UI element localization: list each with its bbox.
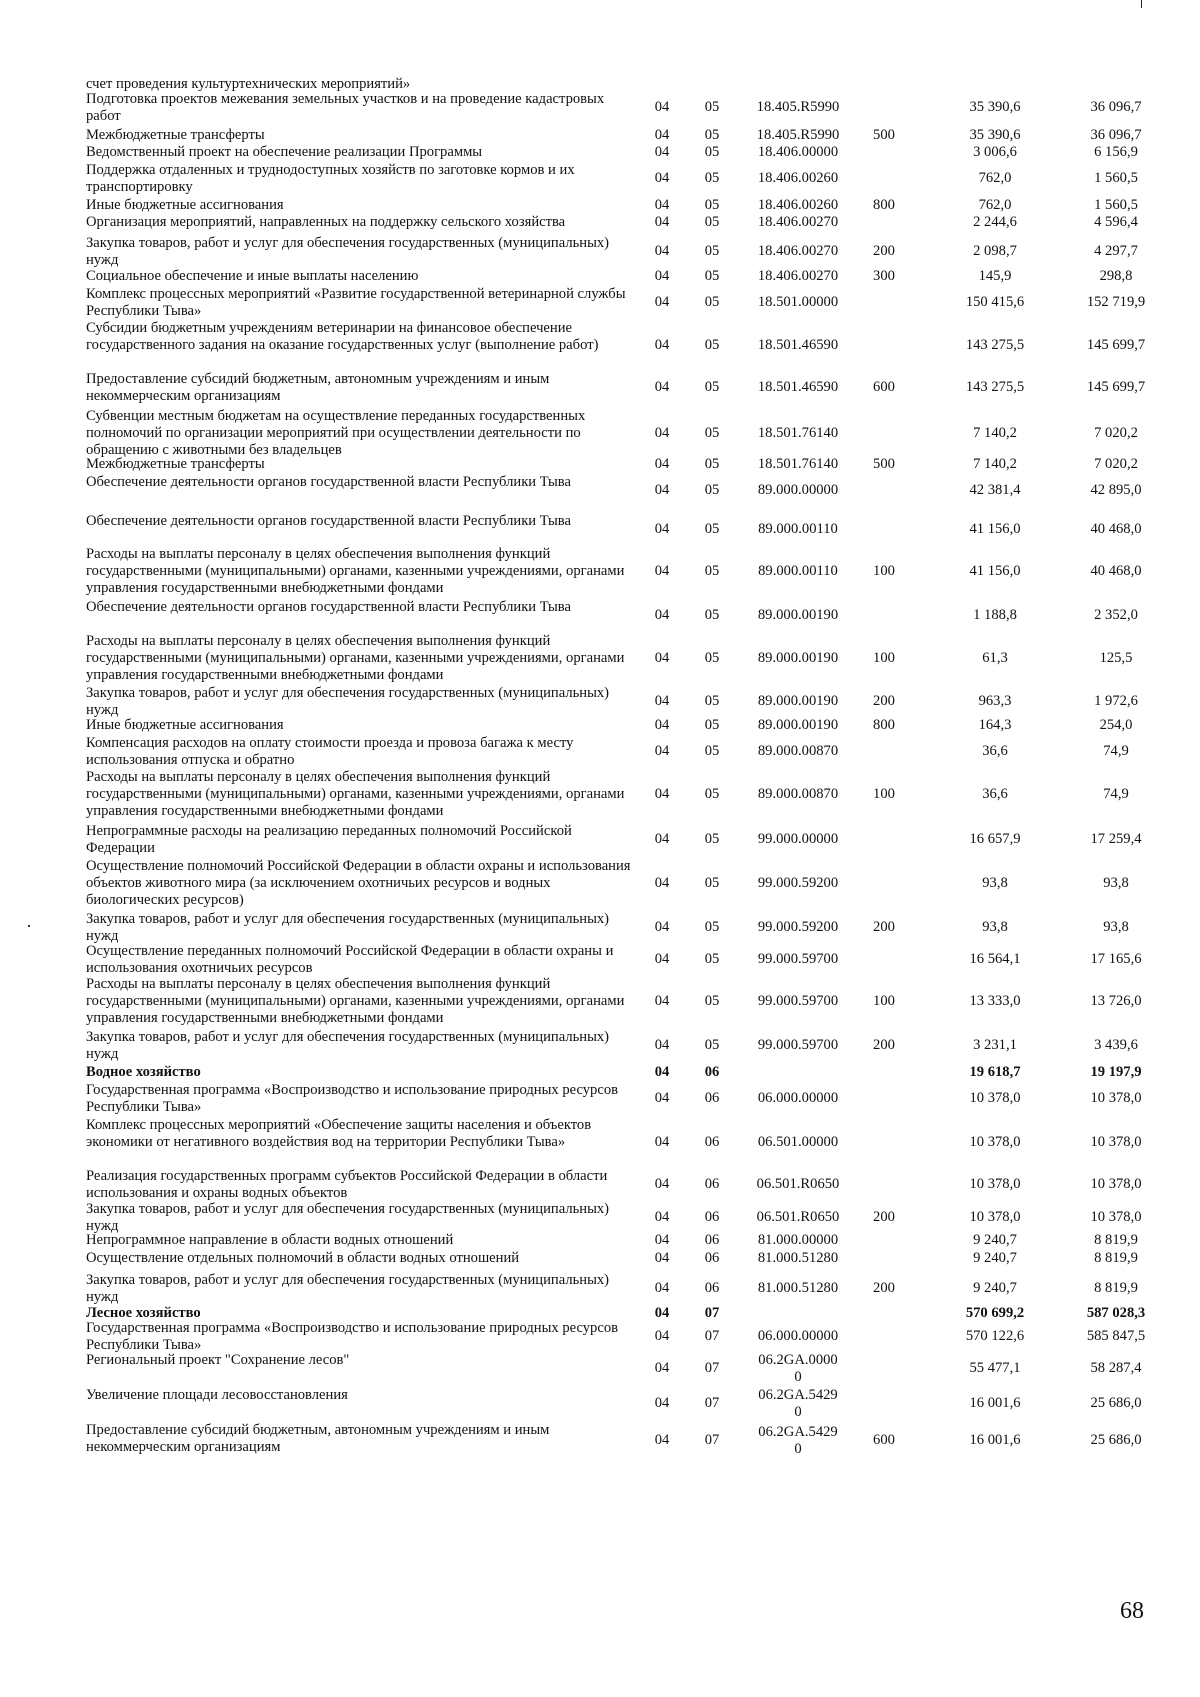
row-name: Расходы на выплаты персоналу в целях обеспечения выполнения функций государственными (муниципальными) органами, казенными учреждениями, органами управления государственными внебюджетными фондами xyxy=(86,633,625,683)
amount-year-1: 10 378,0 xyxy=(969,1209,1021,1225)
section-code: 04 xyxy=(654,1037,670,1053)
section-code: 04 xyxy=(654,1250,670,1266)
amount-year-2: 93,8 xyxy=(1103,875,1129,891)
amount-year-1: 10 378,0 xyxy=(969,1176,1021,1192)
amount-year-2: 152 719,9 xyxy=(1086,294,1146,310)
amount-year-2: 145 699,7 xyxy=(1086,337,1146,353)
amount-year-1: 16 564,1 xyxy=(969,951,1021,967)
subsection-code: 05 xyxy=(704,482,720,498)
section-code: 04 xyxy=(654,1305,670,1321)
amount-year-1: 36,6 xyxy=(982,743,1008,759)
amount-year-1: 145,9 xyxy=(978,268,1012,284)
section-code: 04 xyxy=(654,337,670,353)
row-name: Закупка товаров, работ и услуг для обеспечения государственных (муниципальных) нужд xyxy=(86,1029,610,1062)
section-code: 04 xyxy=(654,294,670,310)
row-name: Межбюджетные трансферты xyxy=(86,456,265,472)
amount-year-2: 4 596,4 xyxy=(1094,214,1138,230)
target-code: 18.406.00270 xyxy=(757,268,839,284)
amount-year-2: 42 895,0 xyxy=(1090,482,1142,498)
row-name: Межбюджетные трансферты xyxy=(86,127,265,143)
target-code: 06.2GA.0000 0 xyxy=(758,1352,838,1385)
amount-year-2: 254,0 xyxy=(1099,717,1133,733)
row-name: Водное хозяйство xyxy=(86,1064,201,1080)
target-code: 18.406.00000 xyxy=(757,144,839,160)
subsection-code: 05 xyxy=(704,456,720,472)
target-code: 18.406.00260 xyxy=(757,197,839,213)
subsection-code: 05 xyxy=(704,786,720,802)
amount-year-2: 4 297,7 xyxy=(1094,243,1138,259)
subsection-code: 05 xyxy=(704,337,720,353)
amount-year-1: 93,8 xyxy=(982,875,1008,891)
section-code: 04 xyxy=(654,144,670,160)
amount-year-1: 42 381,4 xyxy=(969,482,1021,498)
amount-year-2: 10 378,0 xyxy=(1090,1209,1142,1225)
amount-year-2: 145 699,7 xyxy=(1086,379,1146,395)
subsection-code: 05 xyxy=(704,379,720,395)
scan-mark xyxy=(1141,0,1142,8)
amount-year-1: 570 122,6 xyxy=(965,1328,1025,1344)
amount-year-2: 74,9 xyxy=(1103,786,1129,802)
target-code: 89.000.00190 xyxy=(757,607,839,623)
section-code: 04 xyxy=(654,693,670,709)
section-code: 04 xyxy=(654,1360,670,1376)
amount-year-2: 6 156,9 xyxy=(1094,144,1138,160)
expense-type-code: 200 xyxy=(873,1037,895,1053)
section-code: 04 xyxy=(654,425,670,441)
row-name: Ведомственный проект на обеспечение реализации Программы xyxy=(86,144,483,160)
expense-type-code: 800 xyxy=(873,717,895,733)
expense-type-code: 100 xyxy=(873,650,895,666)
amount-year-2: 17 165,6 xyxy=(1090,951,1142,967)
target-code: 89.000.00870 xyxy=(757,743,839,759)
target-code: 89.000.00110 xyxy=(758,521,838,537)
expense-type-code: 200 xyxy=(873,919,895,935)
amount-year-1: 2 244,6 xyxy=(973,214,1017,230)
row-name: Осуществление полномочий Российской Федерации в области охраны и использования объектов животного мира (за исключением охотничьих ресурсов и водных биологических ресурсов) xyxy=(86,858,631,908)
expense-type-code: 100 xyxy=(873,993,895,1009)
expense-type-code: 200 xyxy=(873,693,895,709)
section-code: 04 xyxy=(654,170,670,186)
amount-year-2: 10 378,0 xyxy=(1090,1134,1142,1150)
row-name: Закупка товаров, работ и услуг для обеспечения государственных (муниципальных) нужд xyxy=(86,1272,610,1305)
target-code: 89.000.00190 xyxy=(757,693,839,709)
amount-year-1: 10 378,0 xyxy=(969,1134,1021,1150)
section-code: 04 xyxy=(654,1209,670,1225)
amount-year-1: 762,0 xyxy=(978,170,1012,186)
row-name: Закупка товаров, работ и услуг для обеспечения государственных (муниципальных) нужд xyxy=(86,911,610,944)
row-name: Непрограммные расходы на реализацию переданных полномочий Российской Федерации xyxy=(86,823,572,856)
section-code: 04 xyxy=(654,831,670,847)
amount-year-1: 7 140,2 xyxy=(973,425,1017,441)
row-name: Социальное обеспечение и иные выплаты населению xyxy=(86,268,419,284)
amount-year-1: 2 098,7 xyxy=(973,243,1017,259)
subsection-code: 05 xyxy=(704,563,720,579)
expense-type-code: 500 xyxy=(873,456,895,472)
target-code: 99.000.59200 xyxy=(757,919,839,935)
target-code: 18.501.00000 xyxy=(757,294,839,310)
subsection-code: 05 xyxy=(704,693,720,709)
amount-year-2: 2 352,0 xyxy=(1094,607,1138,623)
target-code: 89.000.00000 xyxy=(757,482,839,498)
expense-type-code: 100 xyxy=(873,563,895,579)
subsection-code: 06 xyxy=(704,1280,720,1296)
subsection-code: 05 xyxy=(704,919,720,935)
section-code: 04 xyxy=(654,1328,670,1344)
amount-year-2: 7 020,2 xyxy=(1094,456,1138,472)
section-code: 04 xyxy=(654,1134,670,1150)
section-code: 04 xyxy=(654,268,670,284)
expense-type-code: 200 xyxy=(873,1280,895,1296)
subsection-code: 05 xyxy=(704,521,720,537)
subsection-code: 05 xyxy=(704,197,720,213)
subsection-code: 07 xyxy=(704,1360,720,1376)
amount-year-2: 1 972,6 xyxy=(1094,693,1138,709)
subsection-code: 07 xyxy=(704,1305,720,1321)
amount-year-1: 570 699,2 xyxy=(965,1305,1025,1321)
section-code: 04 xyxy=(654,993,670,1009)
row-name: Расходы на выплаты персоналу в целях обеспечения выполнения функций государственными (муниципальными) органами, казенными учреждениями, органами управления государственными внебюджетными фондами xyxy=(86,546,625,596)
section-code: 04 xyxy=(654,456,670,472)
amount-year-1: 16 001,6 xyxy=(969,1432,1021,1448)
row-name: Увеличение площади лесовосстановления xyxy=(86,1387,348,1403)
amount-year-1: 93,8 xyxy=(982,919,1008,935)
amount-year-1: 1 188,8 xyxy=(973,607,1017,623)
subsection-code: 05 xyxy=(704,717,720,733)
subsection-code: 05 xyxy=(704,268,720,284)
expense-type-code: 600 xyxy=(873,379,895,395)
row-name: Расходы на выплаты персоналу в целях обеспечения выполнения функций государственными (муниципальными) органами, казенными учреждениями, органами управления государственными внебюджетными фондами xyxy=(86,769,625,819)
target-code: 89.000.00110 xyxy=(758,563,838,579)
amount-year-2: 13 726,0 xyxy=(1090,993,1142,1009)
target-code: 18.405.R5990 xyxy=(756,99,840,115)
amount-year-2: 3 439,6 xyxy=(1094,1037,1138,1053)
section-code: 04 xyxy=(654,1090,670,1106)
row-name: Обеспечение деятельности органов государственной власти Республики Тыва xyxy=(86,513,571,529)
subsection-code: 07 xyxy=(704,1432,720,1448)
section-code: 04 xyxy=(654,243,670,259)
amount-year-1: 164,3 xyxy=(978,717,1012,733)
section-code: 04 xyxy=(654,521,670,537)
row-name: Государственная программа «Воспроизводство и использование природных ресурсов Республики Тыва» xyxy=(86,1320,619,1353)
amount-year-1: 963,3 xyxy=(978,693,1012,709)
row-name: Непрограммное направление в области водных отношений xyxy=(86,1232,454,1248)
amount-year-2: 8 819,9 xyxy=(1094,1280,1138,1296)
row-name: Подготовка проектов межевания земельных участков и на проведение кадастровых работ xyxy=(86,91,605,124)
section-code: 04 xyxy=(654,919,670,935)
amount-year-2: 93,8 xyxy=(1103,919,1129,935)
row-name: Предоставление субсидий бюджетным, автономным учреждениям и иным некоммерческим организациям xyxy=(86,1422,550,1455)
subsection-code: 05 xyxy=(704,294,720,310)
section-code: 04 xyxy=(654,379,670,395)
section-code: 04 xyxy=(654,607,670,623)
expense-type-code: 500 xyxy=(873,127,895,143)
target-code: 06.2GA.5429 0 xyxy=(758,1424,838,1457)
amount-year-2: 25 686,0 xyxy=(1090,1395,1142,1411)
section-code: 04 xyxy=(654,1064,670,1080)
row-name: Государственная программа «Воспроизводство и использование природных ресурсов Республики Тыва» xyxy=(86,1082,619,1115)
subsection-code: 06 xyxy=(704,1176,720,1192)
amount-year-2: 8 819,9 xyxy=(1094,1250,1138,1266)
subsection-code: 05 xyxy=(704,743,720,759)
amount-year-1: 762,0 xyxy=(978,197,1012,213)
row-name: Лесное хозяйство xyxy=(86,1305,201,1321)
amount-year-1: 16 657,9 xyxy=(969,831,1021,847)
amount-year-2: 8 819,9 xyxy=(1094,1232,1138,1248)
amount-year-2: 1 560,5 xyxy=(1094,197,1138,213)
expense-type-code: 200 xyxy=(873,243,895,259)
row-name: Обеспечение деятельности органов государственной власти Республики Тыва xyxy=(86,599,571,615)
row-name: Комплекс процессных мероприятий «Развитие государственной ветеринарной службы Республики Тыва» xyxy=(86,286,626,319)
section-code: 04 xyxy=(654,875,670,891)
section-code: 04 xyxy=(654,1432,670,1448)
amount-year-2: 125,5 xyxy=(1099,650,1133,666)
amount-year-1: 41 156,0 xyxy=(969,563,1021,579)
section-code: 04 xyxy=(654,1232,670,1248)
section-code: 04 xyxy=(654,99,670,115)
subsection-code: 05 xyxy=(704,243,720,259)
amount-year-2: 58 287,4 xyxy=(1090,1360,1142,1376)
amount-year-2: 1 560,5 xyxy=(1094,170,1138,186)
target-code: 06.000.00000 xyxy=(757,1328,839,1344)
target-code: 99.000.59700 xyxy=(757,1037,839,1053)
target-code: 18.406.00270 xyxy=(757,214,839,230)
expense-type-code: 600 xyxy=(873,1432,895,1448)
section-code: 04 xyxy=(654,650,670,666)
row-name: Обеспечение деятельности органов государственной власти Республики Тыва xyxy=(86,474,571,490)
section-code: 04 xyxy=(654,197,670,213)
target-code: 18.405.R5990 xyxy=(756,127,840,143)
amount-year-1: 13 333,0 xyxy=(969,993,1021,1009)
section-code: 04 xyxy=(654,1176,670,1192)
subsection-code: 05 xyxy=(704,650,720,666)
expense-type-code: 100 xyxy=(873,786,895,802)
target-code: 81.000.00000 xyxy=(757,1232,839,1248)
target-code: 99.000.59200 xyxy=(757,875,839,891)
scan-dot xyxy=(28,925,30,927)
amount-year-2: 585 847,5 xyxy=(1086,1328,1146,1344)
target-code: 18.501.46590 xyxy=(757,379,839,395)
subsection-code: 06 xyxy=(704,1250,720,1266)
amount-year-1: 9 240,7 xyxy=(973,1280,1017,1296)
row-name: Предоставление субсидий бюджетным, автономным учреждениям и иным некоммерческим организациям xyxy=(86,371,550,404)
row-name: Компенсация расходов на оплату стоимости проезда и провоза багажа к месту использования отпуска и обратно xyxy=(86,735,574,768)
target-code: 06.501.R0650 xyxy=(756,1176,840,1192)
subsection-code: 06 xyxy=(704,1134,720,1150)
amount-year-2: 36 096,7 xyxy=(1090,127,1142,143)
target-code: 89.000.00870 xyxy=(757,786,839,802)
subsection-code: 05 xyxy=(704,144,720,160)
subsection-code: 06 xyxy=(704,1209,720,1225)
amount-year-2: 40 468,0 xyxy=(1090,521,1142,537)
target-code: 18.406.00260 xyxy=(757,170,839,186)
target-code: 06.501.R0650 xyxy=(756,1209,840,1225)
amount-year-2: 10 378,0 xyxy=(1090,1090,1142,1106)
row-name: Субвенции местным бюджетам на осуществление переданных государственных полномочий по организации мероприятий при осуществлении деятельности по обращению с животными без владельцев xyxy=(86,408,586,458)
row-name: Иные бюджетные ассигнования xyxy=(86,197,284,213)
expense-type-code: 300 xyxy=(873,268,895,284)
section-code: 04 xyxy=(654,717,670,733)
amount-year-2: 40 468,0 xyxy=(1090,563,1142,579)
section-code: 04 xyxy=(654,786,670,802)
section-code: 04 xyxy=(654,482,670,498)
amount-year-1: 7 140,2 xyxy=(973,456,1017,472)
page-number: 68 xyxy=(1120,1598,1144,1624)
subsection-code: 05 xyxy=(704,875,720,891)
amount-year-1: 143 275,5 xyxy=(965,337,1025,353)
target-code: 18.406.00270 xyxy=(757,243,839,259)
target-code: 99.000.59700 xyxy=(757,951,839,967)
target-code: 81.000.51280 xyxy=(757,1250,839,1266)
subsection-code: 05 xyxy=(704,951,720,967)
amount-year-1: 9 240,7 xyxy=(973,1250,1017,1266)
row-name: счет проведения культуртехнических мероприятий» xyxy=(86,76,411,92)
subsection-code: 05 xyxy=(704,1037,720,1053)
row-name: Осуществление переданных полномочий Российской Федерации в области охраны и использования охотничьих ресурсов xyxy=(86,943,614,976)
row-name: Региональный проект "Сохранение лесов" xyxy=(86,1352,350,1368)
amount-year-2: 19 197,9 xyxy=(1090,1064,1142,1080)
row-name: Закупка товаров, работ и услуг для обеспечения государственных (муниципальных) нужд xyxy=(86,235,610,268)
row-name: Закупка товаров, работ и услуг для обеспечения государственных (муниципальных) нужд xyxy=(86,685,610,718)
target-code: 89.000.00190 xyxy=(757,717,839,733)
amount-year-1: 35 390,6 xyxy=(969,99,1021,115)
amount-year-2: 7 020,2 xyxy=(1094,425,1138,441)
row-name: Иные бюджетные ассигнования xyxy=(86,717,284,733)
expense-type-code: 800 xyxy=(873,197,895,213)
row-name: Реализация государственных программ субъектов Российской Федерации в области использования и охраны водных объектов xyxy=(86,1168,608,1201)
amount-year-1: 150 415,6 xyxy=(965,294,1025,310)
amount-year-2: 36 096,7 xyxy=(1090,99,1142,115)
target-code: 18.501.76140 xyxy=(757,456,839,472)
amount-year-1: 9 240,7 xyxy=(973,1232,1017,1248)
subsection-code: 05 xyxy=(704,170,720,186)
amount-year-1: 3 006,6 xyxy=(973,144,1017,160)
row-name: Поддержка отдаленных и труднодоступных хозяйств по заготовке кормов и их транспортировку xyxy=(86,162,575,195)
amount-year-1: 41 156,0 xyxy=(969,521,1021,537)
amount-year-1: 55 477,1 xyxy=(969,1360,1021,1376)
amount-year-2: 74,9 xyxy=(1103,743,1129,759)
section-code: 04 xyxy=(654,743,670,759)
subsection-code: 05 xyxy=(704,425,720,441)
subsection-code: 05 xyxy=(704,831,720,847)
row-name: Субсидии бюджетным учреждениям ветеринарии на финансовое обеспечение государственного задания на оказание государственных услуг (выполнение работ) xyxy=(86,320,599,353)
subsection-code: 05 xyxy=(704,607,720,623)
amount-year-2: 25 686,0 xyxy=(1090,1432,1142,1448)
subsection-code: 06 xyxy=(704,1064,720,1080)
expense-type-code: 200 xyxy=(873,1209,895,1225)
section-code: 04 xyxy=(654,951,670,967)
target-code: 06.2GA.5429 0 xyxy=(758,1387,838,1420)
subsection-code: 07 xyxy=(704,1395,720,1411)
target-code: 81.000.51280 xyxy=(757,1280,839,1296)
row-name: Организация мероприятий, направленных на поддержку сельского хозяйства xyxy=(86,214,566,230)
amount-year-1: 10 378,0 xyxy=(969,1090,1021,1106)
amount-year-2: 17 259,4 xyxy=(1090,831,1142,847)
amount-year-1: 36,6 xyxy=(982,786,1008,802)
section-code: 04 xyxy=(654,1280,670,1296)
section-code: 04 xyxy=(654,127,670,143)
row-name: Закупка товаров, работ и услуг для обеспечения государственных (муниципальных) нужд xyxy=(86,1201,610,1234)
amount-year-1: 19 618,7 xyxy=(969,1064,1021,1080)
subsection-code: 05 xyxy=(704,993,720,1009)
section-code: 04 xyxy=(654,214,670,230)
subsection-code: 06 xyxy=(704,1232,720,1248)
subsection-code: 06 xyxy=(704,1090,720,1106)
row-name: Расходы на выплаты персоналу в целях обеспечения выполнения функций государственными (муниципальными) органами, казенными учреждениями, органами управления государственными внебюджетными фондами xyxy=(86,976,625,1026)
amount-year-1: 16 001,6 xyxy=(969,1395,1021,1411)
target-code: 89.000.00190 xyxy=(757,650,839,666)
section-code: 04 xyxy=(654,1395,670,1411)
target-code: 99.000.59700 xyxy=(757,993,839,1009)
amount-year-1: 3 231,1 xyxy=(973,1037,1017,1053)
subsection-code: 05 xyxy=(704,214,720,230)
target-code: 99.000.00000 xyxy=(757,831,839,847)
target-code: 18.501.46590 xyxy=(757,337,839,353)
subsection-code: 07 xyxy=(704,1328,720,1344)
target-code: 06.501.00000 xyxy=(757,1134,839,1150)
amount-year-2: 10 378,0 xyxy=(1090,1176,1142,1192)
row-name: Комплекс процессных мероприятий «Обеспечение защиты населения и объектов экономики от негативного воздействия вод на территории Республики Тыва» xyxy=(86,1117,592,1150)
target-code: 06.000.00000 xyxy=(757,1090,839,1106)
amount-year-2: 298,8 xyxy=(1099,268,1133,284)
subsection-code: 05 xyxy=(704,99,720,115)
amount-year-1: 35 390,6 xyxy=(969,127,1021,143)
amount-year-2: 587 028,3 xyxy=(1086,1305,1146,1321)
target-code: 18.501.76140 xyxy=(757,425,839,441)
amount-year-1: 143 275,5 xyxy=(965,379,1025,395)
subsection-code: 05 xyxy=(704,127,720,143)
amount-year-1: 61,3 xyxy=(982,650,1008,666)
row-name: Осуществление отдельных полномочий в области водных отношений xyxy=(86,1250,520,1266)
section-code: 04 xyxy=(654,563,670,579)
